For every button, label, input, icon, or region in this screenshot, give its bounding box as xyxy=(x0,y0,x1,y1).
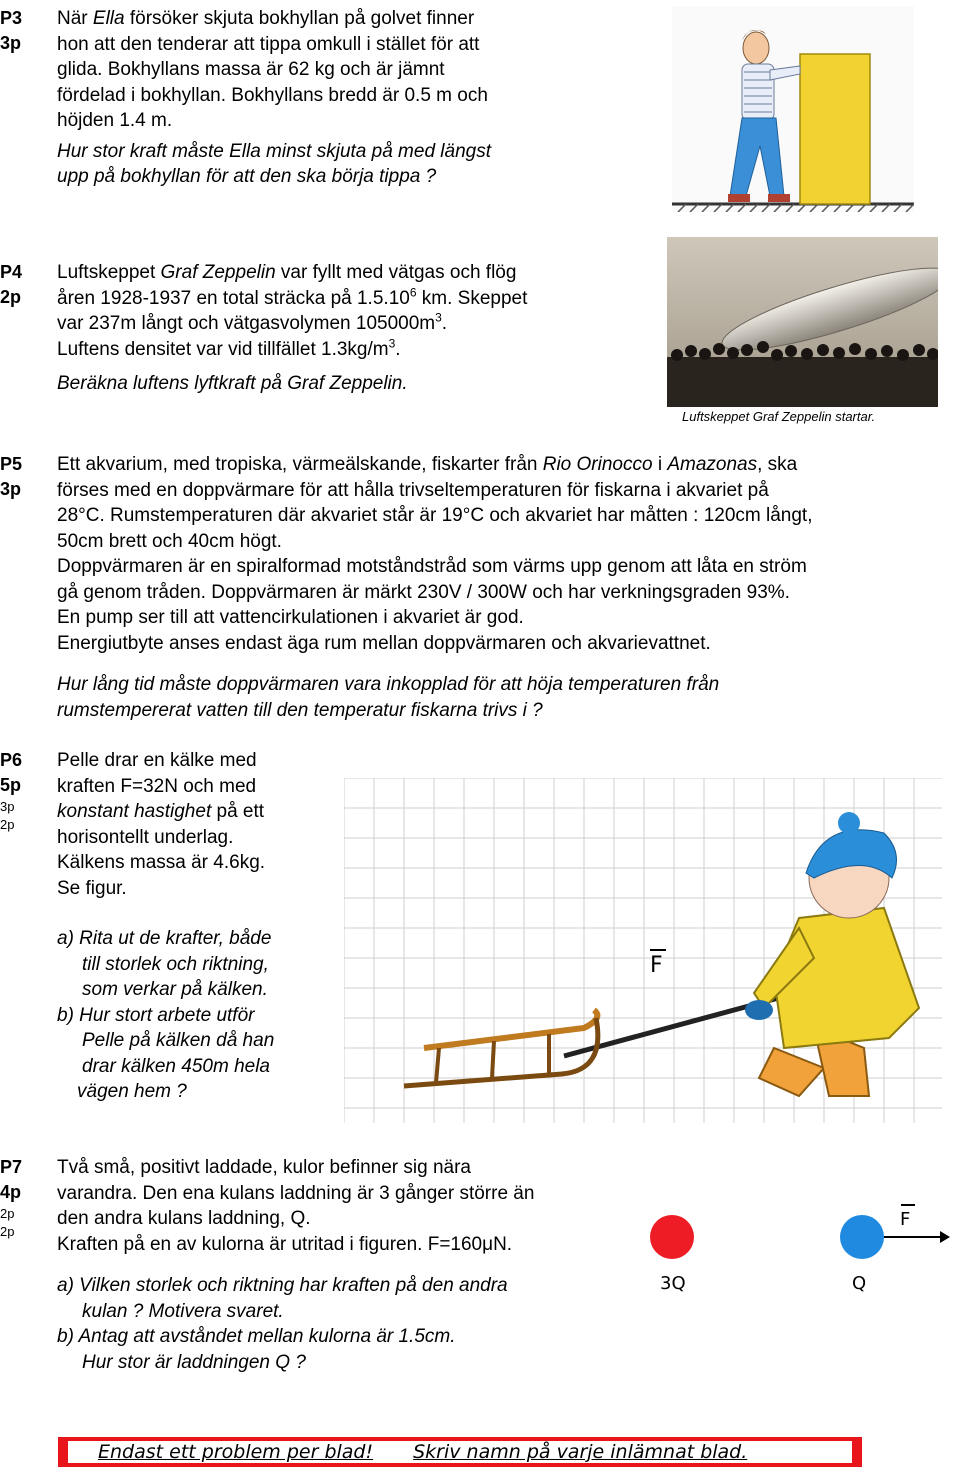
sled-force-label: F xyxy=(650,953,663,978)
problem-p5-text: Ett akvarium, med tropiska, värmeälskande, fiskarter från Rio Orinocco i Amazonas, ska förses med en doppvärmare för att hålla trivseltemperaturen för fiskarna i akvariet på 28°C. Rumstemperaturen där akvariet står är 19°C och akvariet har måtten : 120cm långt, 50cm brett och 40cm högt. Doppvärmaren är en spiralformad motståndstråd som värms upp genom att låta en ström gå genom tråden. Doppvärmaren är märkt 230V / 300W och har verkningsgraden 93%. En pump ser till att vattencirkulationen i akvariet är god. Energiutbyte anses endast äga rum mellan doppvärmaren och akvarievattnet. Hur lång tid måste doppvärmaren vara inkopplad för att höja temperaturen från rumstempererat vatten till den temperatur fiskarna trivs i ? xyxy=(57,452,957,723)
zeppelin-caption: Luftskeppet Graf Zeppelin startar. xyxy=(682,409,876,424)
problem-p7-text: Två små, positivt laddade, kulor befinner sig nära varandra. Den ena kulans laddning är 3 gånger större än den andra kulans laddning, Q. Kraften på en av kulorna är utritad i figuren. F=160μN. a) Vilken storlek och riktning har kraften på den andra kulan ? Motivera svaret. b) Antag att avståndet mellan kulorna är 1.5cm. Hur stor är laddningen Q ? xyxy=(57,1155,657,1375)
problem-p5-label: P5 3p xyxy=(0,454,23,499)
bookshelf-figure xyxy=(672,6,914,212)
problem-p4-question: Beräkna luftens lyftkraft på Graf Zeppelin. xyxy=(57,373,408,394)
footer-left-text: Endast ett problem per blad! xyxy=(98,1441,374,1463)
ball-q xyxy=(840,1215,884,1259)
ball-3q-label: 3Q xyxy=(660,1273,686,1294)
problem-p3-label: P3 3p xyxy=(0,8,23,53)
ball-q-label: Q xyxy=(852,1273,867,1294)
force-label: F xyxy=(900,1209,911,1230)
zeppelin-photo xyxy=(667,237,938,407)
problem-p6-label: P6 5p 3p 2p xyxy=(0,750,23,832)
problem-p6-questions: a) Rita ut de krafter, både till storlek och riktning, som verkar på kälken. b) Hur stort arbete utför Pelle på kälken då han drar kälken 450m hela vägen hem ? xyxy=(57,928,275,1102)
sled-figure xyxy=(344,778,942,1128)
problem-p3-question: Hur stor kraft måste Ella minst skjuta på med längst upp på bokhyllan för att den ska börja tippa ? xyxy=(57,140,491,187)
problem-p4-text: Luftskeppet Graf Zeppelin var fyllt med vätgas och flög åren 1928-1937 en total sträcka på 1.5.10$^6$ km. Skeppet var 237m långt och vätgasvolymen $105000m^3$. Luftens densitet var vid tillfället $1.3kg/m^3$. Beräkna luftens lyftkraft på Graf Zeppelin. xyxy=(57,260,657,397)
problem-p7-questions: a) Vilken storlek och riktning har kraften på den andra kulan ? Motivera svaret. b) Antag att avståndet mellan kulorna är 1.5cm. Hur stor är laddningen Q ? xyxy=(57,1275,508,1373)
problem-p3-text: När Ella försöker skjuta bokhyllan på golvet finner hon att den tenderar att tippa omkull i stället för att glida. Bokhyllans massa är 62 kg och är jämnt fördelad i bokhyllan. Bokhyllans bredd är 0.5 m och höjden 1.4 m. Hur stor kraft måste Ella minst skjuta på med längst upp på bokhyllan för att den ska börja tippa ? xyxy=(57,6,657,190)
ball-3q xyxy=(650,1215,694,1259)
problem-p4-label: P4 2p xyxy=(0,262,23,307)
problem-p7-label: P7 4p 2p 2p xyxy=(0,1157,23,1239)
footer-right-text: Skriv namn på varje inlämnat blad. xyxy=(413,1441,748,1463)
problem-p5-question: Hur lång tid måste doppvärmaren vara inkopplad för att höja temperaturen från rumstempererat vatten till den temperatur fiskarna trivs i ? xyxy=(57,674,720,721)
problem-p6-text: Pelle drar en kälke med kraften F=32N och med konstant hastighet på ett horisontellt underlag. Kälkens massa är 4.6kg. Se figur. a) Rita ut de krafter, både till storlek och riktning, som verkar på kälken. b) Hur stort arbete utför Pelle på kälken då han drar kälken 450m hela vägen hem ? xyxy=(57,748,347,1105)
footer-banner xyxy=(58,1437,862,1467)
